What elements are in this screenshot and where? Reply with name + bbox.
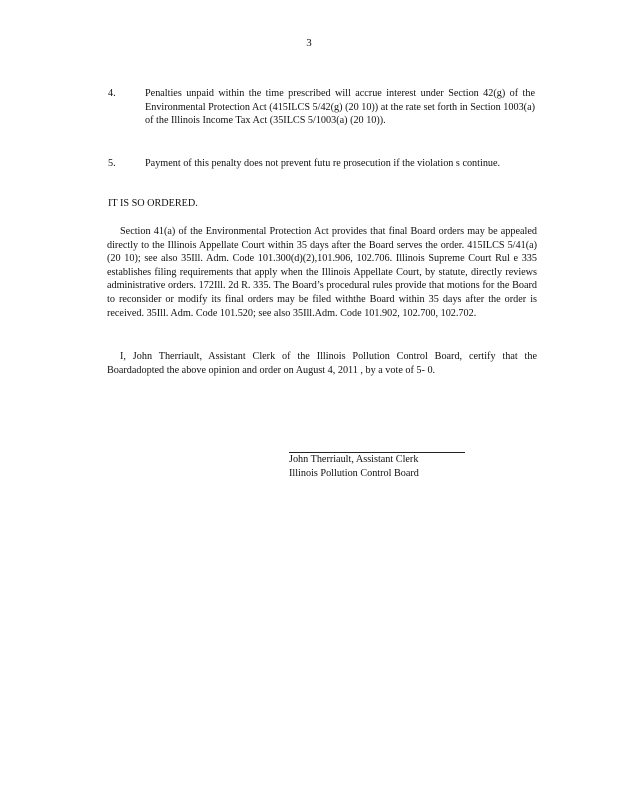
list-item-text: Payment of this penalty does not prevent futu re prosecution if the violation s continue. [145, 158, 501, 169]
page-number: 3 [306, 37, 312, 49]
certification-paragraph: I, John Therriault, Assistant Clerk of the Illinois Pollution Control Board, certify that the Boardadopted the above opinion and order on August 4, 2011 , by a vote of 5- 0. [107, 351, 537, 376]
list-item-text: Penalties unpaid within the time prescribed will accrue interest under Section 42(g) of the Environmental Protection Act (415ILCS 5/42(g) (20 10)) at the rate set forth in Section 1003(a) of the Illinois Income Tax Act (35ILCS 5/1003(a) (20 10)). [145, 88, 535, 127]
list-item-number: 4. [108, 88, 116, 99]
appeal-paragraph: Section 41(a) of the Environmental Protection Act provides that final Board orders may be appealed directly to the Illinois Appellate Court within 35 days after the Board serves the order. 415ILCS 5/41(a) (20 10); see also 35Ill. Adm. Code 101.300(d)(2),101.906, 102.706. Illinois Supreme Court Rul e 335 establishes filing requirements that apply when the Illinois Appellate Court, by statute, directly reviews administrative orders. 172Ill. 2d R. 335. The Board’s procedural rules provide that motions for the Board to reconsider or modify its final orders may be filed withthe Board within 35 days after the order is received. 35Ill. Adm. Code 101.520; see also 35Ill.Adm. Code 101.902, 102.700, 102.702. [107, 226, 537, 319]
signature-title: Illinois Pollution Control Board [289, 468, 419, 479]
signature-name: John Therriault, Assistant Clerk [289, 454, 419, 465]
so-ordered: IT IS SO ORDERED. [108, 198, 198, 209]
list-item-number: 5. [108, 158, 116, 169]
